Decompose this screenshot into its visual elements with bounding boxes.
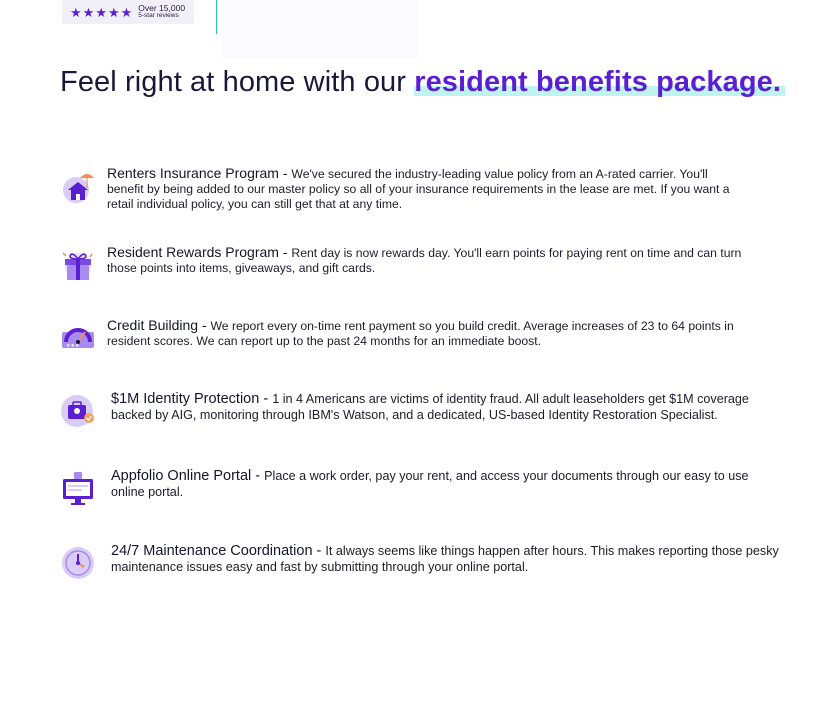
star-icon: ★ bbox=[82, 4, 95, 20]
star-icon: ★ bbox=[70, 4, 82, 20]
benefit-description: We report every on-time rent payment so you build credit. Average increases of 23 to 64 points in resident scores. We can report up to the past 24 months for an immediate boost. bbox=[107, 319, 734, 348]
benefit-title: $1M Identity Protection - bbox=[111, 391, 273, 407]
benefit-description: We've secured the industry-leading value policy from an A-rated carrier. You'll benefit by being added to our master policy so all of your insurance requirements in the lease are met. If you want a retail individual policy, you can still get that at any time. bbox=[107, 167, 730, 211]
review-subtext: 5-star reviews bbox=[138, 12, 179, 19]
benefit-text bbox=[107, 318, 747, 349]
benefit-maintenance bbox=[60, 543, 781, 581]
benefit-online-portal bbox=[60, 468, 781, 506]
benefit-text bbox=[111, 468, 781, 500]
blank-panel bbox=[222, 0, 418, 58]
svg-text:★★★: ★★★ bbox=[66, 343, 80, 349]
credit-gauge-icon bbox=[60, 320, 96, 356]
star-icon: ★ bbox=[107, 4, 120, 20]
benefit-credit-building bbox=[60, 318, 747, 356]
page-headline bbox=[60, 66, 781, 99]
umbrella-house-icon bbox=[60, 168, 96, 204]
benefit-text bbox=[107, 245, 747, 276]
benefit-title: Appfolio Online Portal - bbox=[111, 468, 265, 484]
reviews-text bbox=[138, 4, 185, 21]
benefit-renters-insurance bbox=[60, 166, 737, 212]
reviews-badge bbox=[62, 0, 194, 24]
benefit-identity-protection bbox=[60, 391, 781, 429]
star-rating bbox=[70, 6, 132, 19]
benefit-title: Resident Rewards Program - bbox=[107, 244, 292, 260]
divider-line bbox=[216, 0, 217, 34]
benefit-text bbox=[111, 543, 781, 575]
benefit-title: Credit Building - bbox=[107, 317, 211, 333]
benefit-resident-rewards bbox=[60, 245, 747, 283]
star-icon: ★ bbox=[95, 4, 107, 20]
benefit-description: Rent day is now rewards day. You'll earn points for paying rent on time and can turn those points into items, giveaways, and gift cards. bbox=[107, 246, 742, 275]
headline-accent: resident benefits package. bbox=[414, 66, 782, 98]
benefit-text bbox=[107, 166, 737, 212]
monitor-portal-icon bbox=[60, 470, 96, 506]
benefit-title: 24/7 Maintenance Coordination - bbox=[111, 543, 326, 559]
star-icon: ★ bbox=[120, 4, 133, 20]
clock-icon bbox=[60, 545, 96, 581]
identity-badge-icon bbox=[60, 393, 96, 429]
benefit-title: Renters Insurance Program - bbox=[107, 165, 292, 181]
benefit-description: Place a work order, pay your rent, and access your documents through our easy to use online portal. bbox=[111, 469, 749, 499]
headline-lead: Feel right at home with our bbox=[60, 66, 415, 98]
review-count: Over 15,000 bbox=[138, 2, 186, 13]
gift-box-icon bbox=[60, 247, 96, 283]
benefit-text bbox=[111, 391, 781, 423]
benefit-description: It always seems like things happen after hours. This makes reporting those pesky maintenance issues easy and fast by submitting through your online portal. bbox=[111, 544, 779, 574]
benefit-description: 1 in 4 Americans are victims of identity fraud. All adult leaseholders get $1M coverage backed by AIG, monitoring through IBM's Watson, and a dedicated, US-based Identity Restoration Specialist. bbox=[111, 392, 749, 422]
